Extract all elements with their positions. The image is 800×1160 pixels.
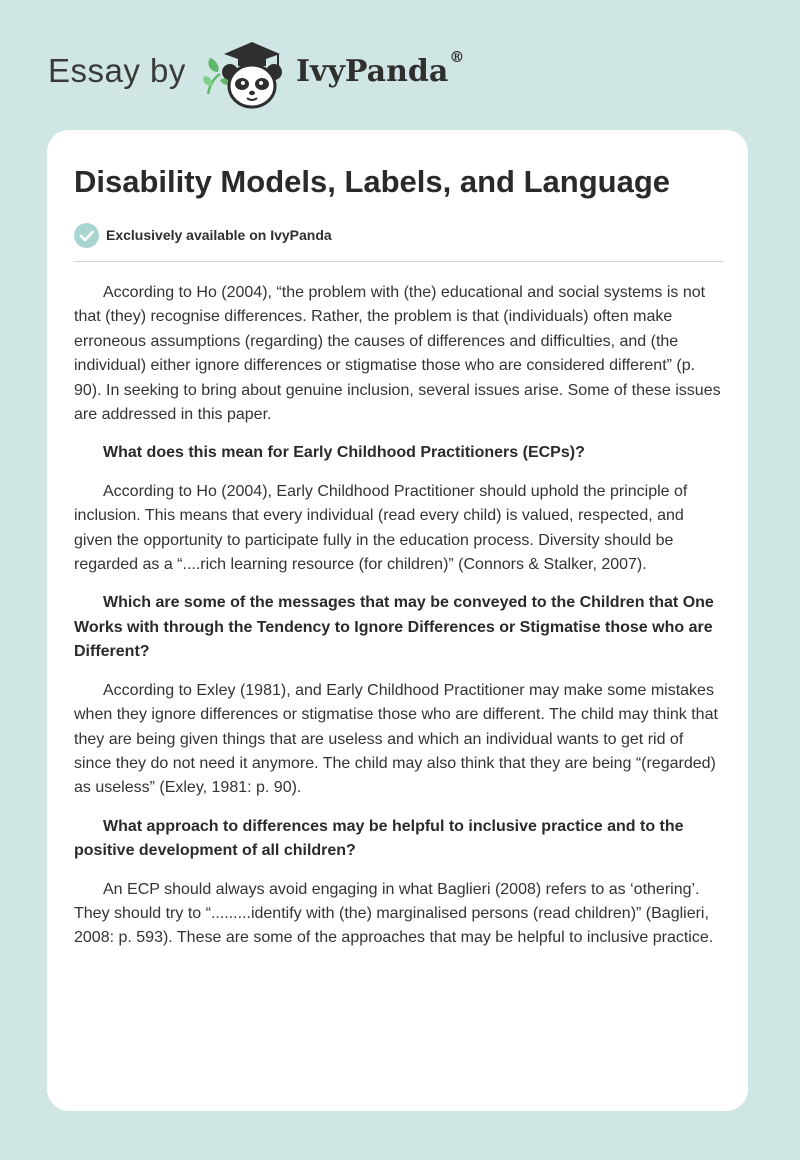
- panda-logo-icon: [200, 34, 296, 110]
- essay-body: [74, 281, 724, 965]
- paragraph: According to Ho (2004), “the problem with (the) educational and social systems is not that (they) recognise differences. Rather, the problem is that (individuals) often make erroneous assumptions (regarding) the causes of differences and difficulties, and (the individual) either ignore differences or stigmatise those who are considered different” (p. 90). In seeking to bring about genuine inclusion, several issues arise. Some of these issues are addressed in this paper.: [74, 284, 721, 424]
- brand-header: [48, 32, 508, 112]
- divider: [74, 261, 723, 262]
- paragraph: According to Exley (1981), and Early Childhood Practitioner may make some mistakes when they ignore differences or stigmatise those who are different. The child may think that they are being given things that are useless and which an individual wants to get rid of since they do not need it anymore. The child may also think that they are being “(regarded) as useless” (Exley, 1981: p. 90).: [74, 681, 718, 797]
- paragraph: According to Ho (2004), Early Childhood Practitioner should uphold the principle of inclusion. This means that every individual (read every child) is valued, respected, and given the opportunity to participate fully in the education process. Diversity should be regarded as a “....rich learning resource (for children)” (Connors & Stalker, 2007).: [74, 482, 688, 574]
- exclusive-badge-label: Exclusively available on IvyPanda: [106, 227, 332, 243]
- essay-card: [47, 130, 748, 1111]
- section-heading: What approach to differences may be helpful to inclusive practice and to the positive development of all children?: [74, 817, 684, 860]
- section-heading: What does this mean for Early Childhood Practitioners (ECPs)?: [103, 444, 585, 462]
- paragraph: An ECP should always avoid engaging in what Baglieri (2008) refers to as ‘othering’. They should try to “.........identify with (the) marginalised persons (read children)” (Baglieri, 2008: p. 593). These are some of the approaches that may be helpful to inclusive practice.: [74, 880, 714, 947]
- registered-mark: ®: [449, 48, 465, 66]
- section-heading: Which are some of the messages that may be conveyed to the Children that One Works with through the Tendency to Ignore Differences or Stigmatise those who are Different?: [74, 594, 714, 661]
- page-title: Disability Models, Labels, and Language: [74, 164, 671, 199]
- check-circle-icon: [74, 223, 99, 248]
- exclusive-badge: [74, 222, 332, 248]
- brand-prefix: Essay by: [48, 52, 186, 89]
- brand-name: IvyPanda®: [296, 48, 465, 89]
